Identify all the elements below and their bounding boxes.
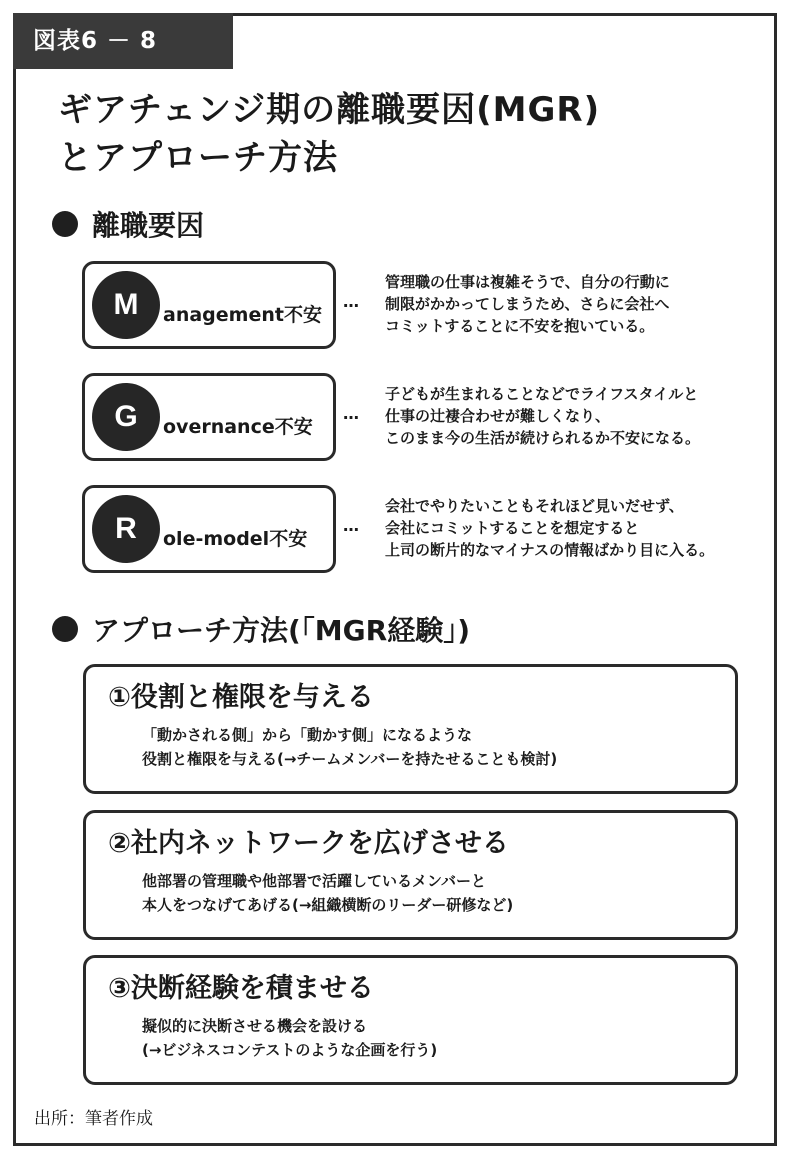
factors-heading [52,204,204,244]
desc-line: 管理職の仕事は複雑そうで、自分の行動に [385,273,670,291]
factor-word-r: ole-model不安 [163,528,308,550]
factor-word-g: overnance不安 [163,416,313,438]
desc-line: 擬似的に決断させる機会を設ける [142,1017,368,1035]
factor-desc-g [385,383,700,449]
desc-line: 仕事の辻褄合わせが難しくなり、 [385,407,611,425]
figure-tag: 図表6 － 8 [13,13,233,69]
source-note: 出所：筆者作成 [34,1109,153,1129]
approach-box-2 [83,810,738,940]
figure-title [58,86,600,182]
factor-desc-r [385,495,714,561]
factor-box-r [82,485,336,573]
desc-line: 上司の断片的なマイナスの情報ばかり目に入る。 [385,541,715,559]
factor-letter-g: G [92,383,160,451]
ellipsis-g: … [343,404,360,423]
approach-heading [52,609,470,649]
factors-heading-text: 離職要因 [92,209,205,242]
factor-letter-r: R [92,495,160,563]
desc-line: (→ビジネスコンテストのような企画を行う) [142,1041,438,1059]
desc-line: 役割と権限を与える(→チームメンバーを持たせることも検討) [142,750,558,768]
ellipsis-m: … [343,292,360,311]
approach-desc-1 [142,723,557,771]
factor-desc-m [385,271,670,337]
title-line-1: ギアチェンジ期の離職要因(MGR) [58,90,601,130]
approach-title-2: ②社内ネットワークを広げさせる [108,828,509,859]
approach-desc-2 [142,869,513,917]
desc-line: 他部署の管理職や他部署で活躍しているメンバーと [142,872,486,890]
factor-box-g [82,373,336,461]
ellipsis-r: … [343,516,360,535]
approach-box-3 [83,955,738,1085]
approach-desc-3 [142,1014,437,1062]
desc-line: 本人をつなげてあげる(→組織横断のリーダー研修など) [142,896,514,914]
factor-box-m [82,261,336,349]
approach-box-1 [83,664,738,794]
bullet-icon [52,616,78,642]
desc-line: このまま今の生活が続けられるか不安になる。 [385,429,701,447]
approach-heading-text: アプローチ方法(「MGR経験」) [92,614,471,647]
bullet-icon [52,211,78,237]
title-line-2: とアプローチ方法 [58,138,338,178]
factor-word-m: anagement不安 [163,304,322,326]
desc-line: 子どもが生まれることなどでライフスタイルと [385,385,699,403]
factor-letter-m: M [92,271,160,339]
desc-line: 制限がかかってしまうため、さらに会社へ [385,295,670,313]
approach-title-1: ①役割と権限を与える [108,682,374,713]
desc-line: 「動かされる側」から「動かす側」になるような [142,726,473,744]
desc-line: コミットすることに不安を抱いている。 [385,317,655,335]
desc-line: 会社にコミットすることを想定すると [385,519,640,537]
desc-line: 会社でやりたいこともそれほど見いだせず、 [385,497,684,515]
approach-title-3: ③決断経験を積ませる [108,973,374,1004]
